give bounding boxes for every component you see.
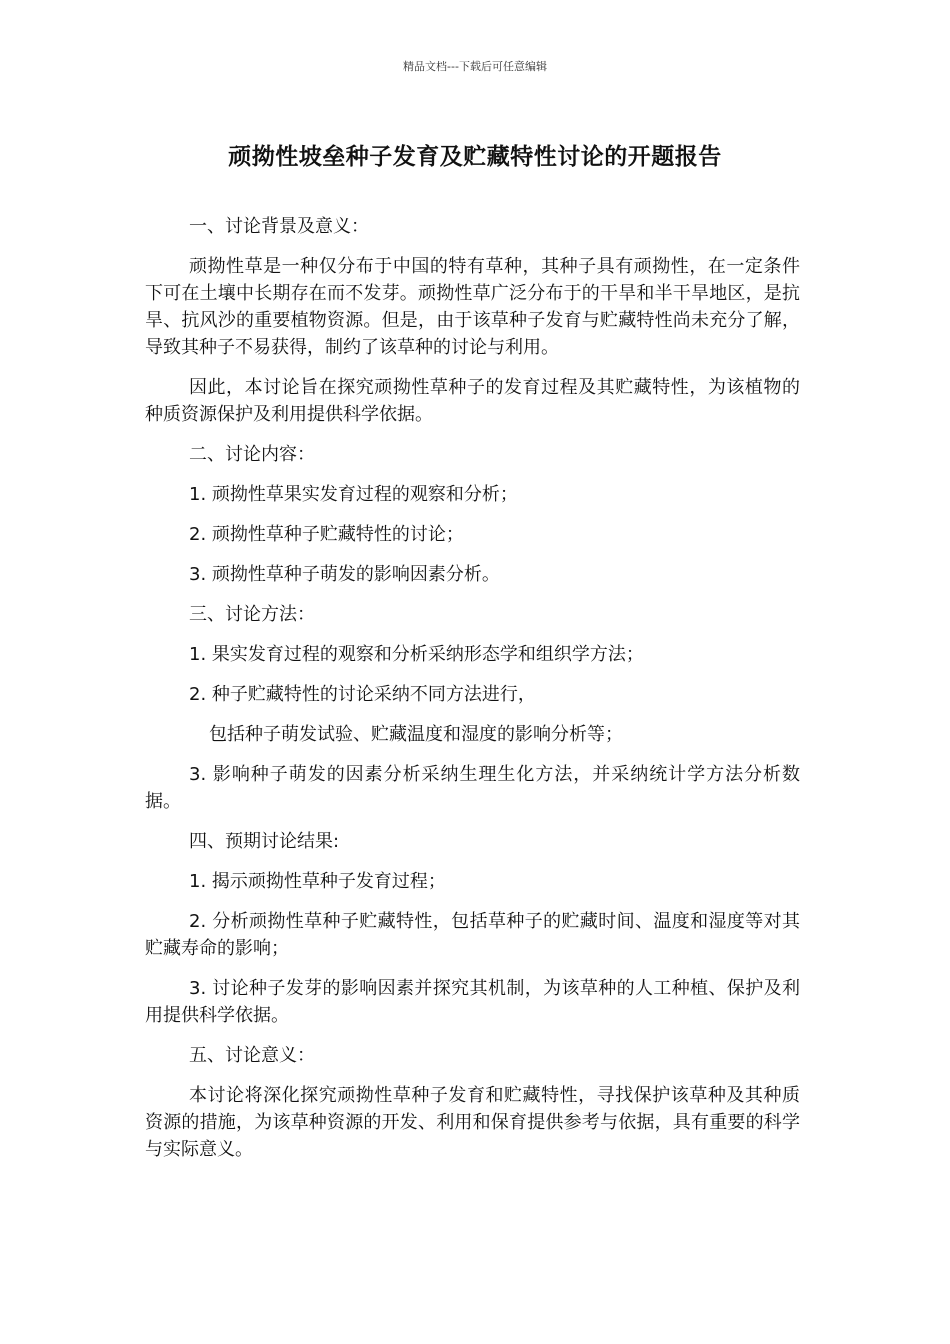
paragraph-significance: 本讨论将深化探究顽拗性草种子发育和贮藏特性，寻找保护该草种及其种质资源的措施，为该草种资源的开发、利用和保育提供参考与依据，具有重要的科学与实际意义。 — [145, 1085, 800, 1160]
document-body — [145, 213, 800, 1176]
results-item-3: 3. 讨论种子发芽的影响因素并探究其机制，为该草种的人工种植、保护及利用提供科学依据。 — [145, 978, 800, 1026]
results-item-1: 1. 揭示顽拗性草种子发育过程； — [189, 871, 446, 892]
methods-item-1: 1. 果实发育过程的观察和分析采纳形态学和组织学方法； — [189, 644, 644, 665]
paragraph-background-2: 因此，本讨论旨在探究顽拗性草种子的发育过程及其贮藏特性，为该植物的种质资源保护及利用提供科学依据。 — [145, 377, 800, 425]
section-heading-content: 二、讨论内容： — [189, 444, 315, 465]
section-heading-methods: 三、讨论方法： — [189, 604, 315, 625]
section-heading-background: 一、讨论背景及意义： — [189, 216, 369, 237]
document-title: 顽拗性坡垒种子发育及贮藏特性讨论的开题报告 — [228, 144, 722, 170]
section-heading-significance: 五、讨论意义： — [189, 1045, 315, 1066]
results-item-2: 2. 分析顽拗性草种子贮藏特性，包括草种子的贮藏时间、温度和湿度等对其贮藏寿命的影响； — [145, 911, 800, 959]
paragraph-background-1: 顽拗性草是一种仅分布于中国的特有草种，其种子具有顽拗性，在一定条件下可在土壤中长期存在而不发芽。顽拗性草广泛分布于的干旱和半干旱地区，是抗旱、抗风沙的重要植物资源。但是，由于该草种子发育与贮藏特性尚未充分了解，导致其种子不易获得，制约了该草种的讨论与利用。 — [145, 256, 800, 358]
methods-item-3: 3. 影响种子萌发的因素分析采纳生理生化方法，并采纳统计学方法分析数据。 — [145, 764, 800, 812]
methods-item-2: 2. 种子贮藏特性的讨论采纳不同方法进行， — [189, 684, 536, 705]
methods-item-2-continuation: 包括种子萌发试验、贮藏温度和湿度的影响分析等； — [209, 724, 623, 745]
section-heading-results: 四、预期讨论结果: — [189, 831, 340, 852]
page-header-note: 精品文档---下载后可任意编辑 — [403, 60, 547, 73]
content-item-2: 2. 顽拗性草种子贮藏特性的讨论； — [189, 524, 464, 545]
content-item-3: 3. 顽拗性草种子萌发的影响因素分析。 — [189, 564, 500, 585]
content-item-1: 1. 顽拗性草果实发育过程的观察和分析； — [189, 484, 518, 505]
